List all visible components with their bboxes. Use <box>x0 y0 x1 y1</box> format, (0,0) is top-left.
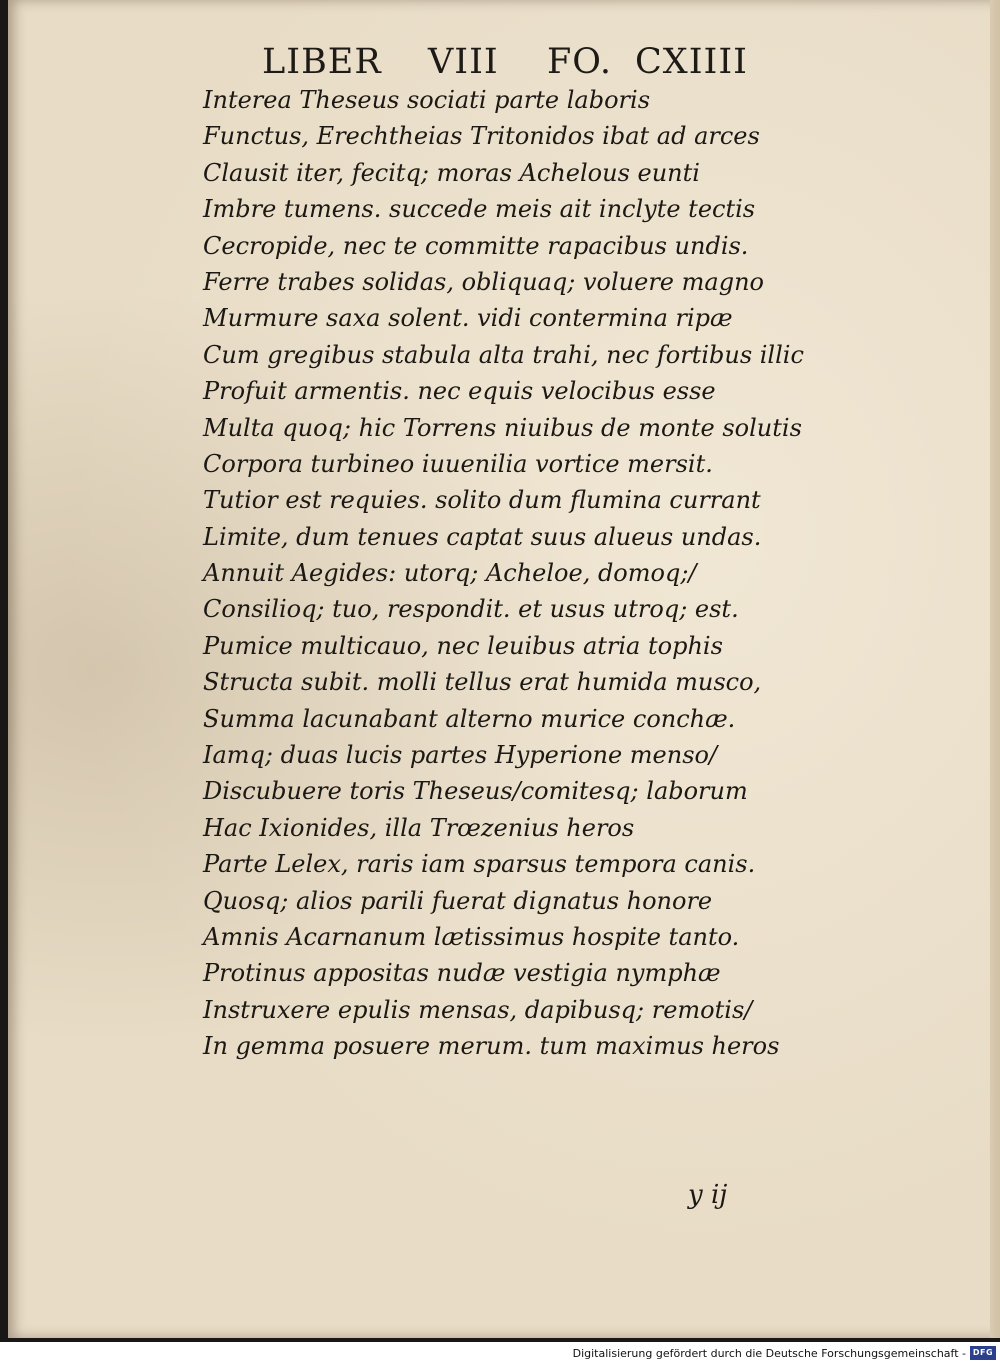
verse-line: Summa lacunabant alterno murice conchæ. <box>203 704 736 733</box>
verse-line: Multa quoq; hic Torrens niuibus de monte solutis <box>203 413 802 442</box>
dfg-logo: DFG <box>970 1346 996 1360</box>
verse-line: Cum gregibus stabula alta trahi, nec fortibus illic <box>203 340 804 369</box>
verse-line: Structa subit. molli tellus erat humida musco, <box>203 668 762 697</box>
verse-line: Protinus appositas nudæ vestigia nymphæ <box>203 959 721 988</box>
running-header <box>262 42 782 86</box>
verse-line: Discubuere toris Theseus/comitesq; laborum <box>203 777 748 806</box>
verse-line: Tutior est requies. solito dum flumina currant <box>203 486 761 515</box>
page-edge <box>990 0 1000 1338</box>
verse-line: Pumice multicauo, nec leuibus atria tophis <box>203 631 723 660</box>
footer-bar <box>0 1342 1000 1368</box>
verse-line: In gemma posuere merum. tum maximus heros <box>203 1032 780 1061</box>
signature-mark: y ij <box>688 1180 728 1210</box>
verse-line: Imbre tumens. succede meis ait inclyte tectis <box>203 195 756 224</box>
verse-line: Functus, Erechtheias Tritonidos ibat ad arces <box>203 122 760 151</box>
verse-line: Consilioq; tuo, respondit. et usus utroq; est. <box>203 595 739 624</box>
verse-line: Interea Theseus sociati parte laboris <box>203 86 651 114</box>
verse-line: Limite, dum tenues captat suus alueus undas. <box>203 522 762 551</box>
header-folio-number: CXIIII <box>635 42 748 82</box>
funding-credit: Digitalisierung gefördert durch die Deutsche Forschungsgemeinschaft - <box>572 1347 966 1360</box>
verse-line: Clausit iter, fecitq; moras Achelous eunti <box>203 158 700 187</box>
verse-line: Profuit armentis. nec equis velocibus esse <box>203 377 716 406</box>
verse-line: Ferre trabes solidas, obliquaq; voluere magno <box>203 267 764 296</box>
verse-line: Parte Lelex, raris iam sparsus tempora canis. <box>203 850 756 879</box>
verse-line: Cecropide, nec te committe rapacibus undis. <box>203 231 749 260</box>
header-book: LIBER <box>262 42 382 82</box>
verse-line: Quosq; alios parili fuerat dignatus honore <box>203 886 713 915</box>
verse-line: Corpora turbineo iuuenilia vortice mersit. <box>203 449 713 478</box>
header-number: VIII <box>428 42 499 82</box>
verse-line: Annuit Aegides: utorq; Acheloe, domoq;/ <box>203 559 697 588</box>
verse-line: Murmure saxa solent. vidi contermina ripæ <box>203 304 733 333</box>
verse-line: Hac Ixionides, illa Trœzenius heros <box>203 813 635 842</box>
verse-line: Iamq; duas lucis partes Hyperione menso/ <box>203 741 718 770</box>
verse-text <box>203 82 803 1065</box>
header-folio-label: FO. <box>547 42 613 82</box>
verse-line: Amnis Acarnanum lætissimus hospite tanto. <box>203 922 740 951</box>
verse-line: Instruxere epulis mensas, dapibusq; remotis/ <box>203 995 753 1024</box>
